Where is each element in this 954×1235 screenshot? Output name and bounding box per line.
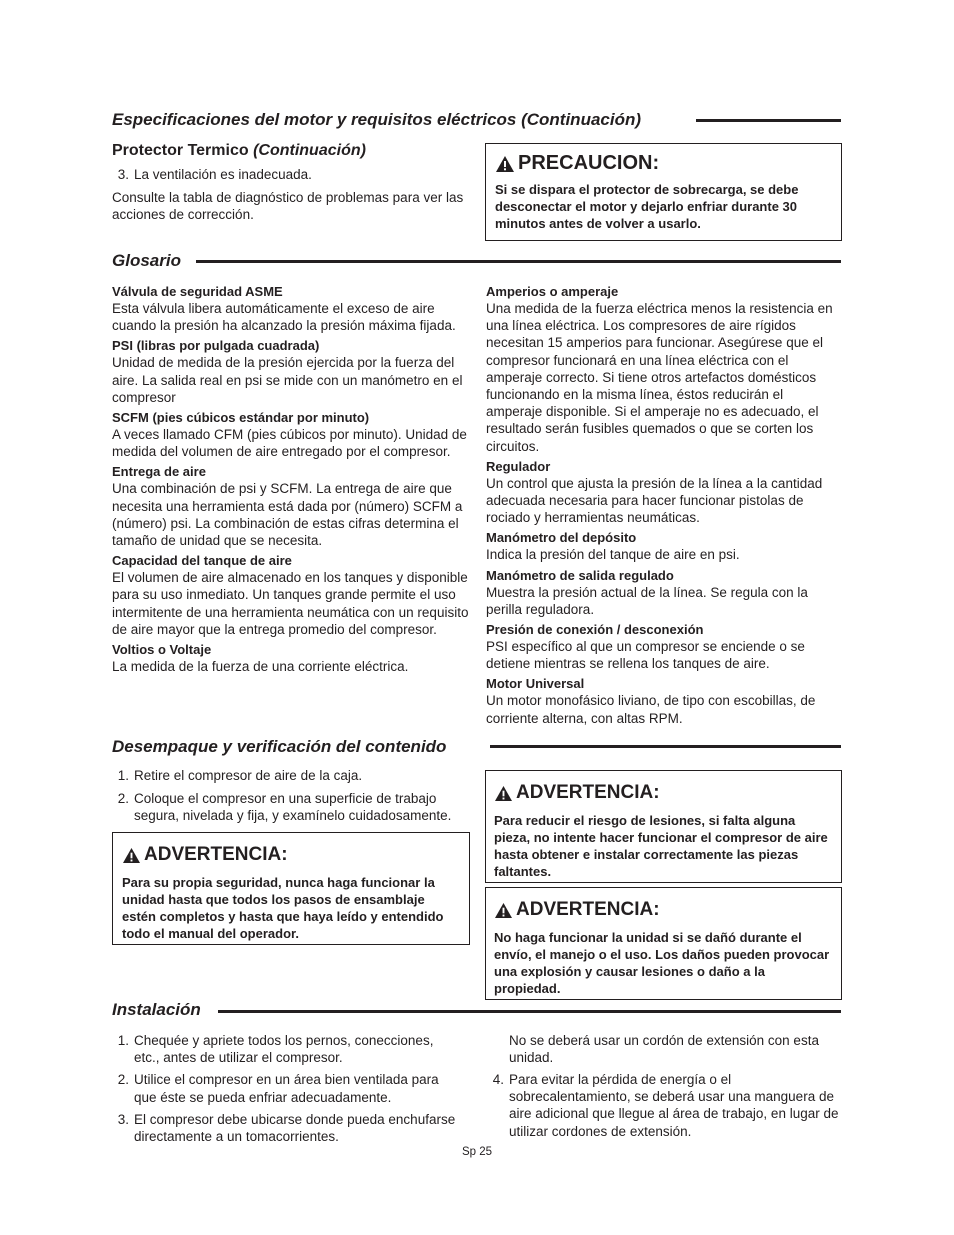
glossary-term: SCFM (pies cúbicos estándar por minuto) [112, 410, 370, 426]
glossary-entry [486, 529, 842, 563]
warning-text: Para reducir el riesgo de lesiones, si falta alguna pieza, no intente hacer funcionar el compresor de aire hasta obtener e instalar correctamente las piezas faltantes. [494, 813, 828, 879]
list-number: 2. [117, 1072, 129, 1088]
list-text: Coloque el compresor en una superficie de trabajo segura, nivelada y fija, y examínelo cuidadosamente. [134, 791, 452, 824]
list-item [487, 1071, 842, 1140]
glossary-definition: Unidad de medida de la presión ejercida por la fuerza del aire. La salida real en psi se mide con un manómetro en el compresor [112, 355, 463, 405]
list-number: 3. [117, 167, 129, 182]
list-item [112, 1032, 462, 1066]
warning-box-damage [485, 887, 842, 1000]
glossary-definition: Un control que ajusta la presión de la línea a la cantidad adecuada necesaria para hacer funcionar pistolas de rociado y herramientas neumáticas. [486, 475, 823, 526]
list-item [112, 1071, 462, 1105]
list-item [112, 1111, 462, 1145]
glossary-definition: A veces llamado CFM (pies cúbicos por minuto). Unidad de medida del volumen de aire entregado por el compresor. [112, 427, 467, 460]
list-number: 4. [492, 1072, 504, 1087]
subsection-title-plain: Protector Termico [112, 142, 249, 159]
section-title-glossary: Glosario [112, 251, 181, 270]
page-number: Sp 25 [461, 1146, 493, 1158]
glossary-term: Manómetro del depósito [486, 530, 637, 546]
install-list-right [487, 1071, 842, 1145]
glossary-entry [112, 463, 470, 549]
glossary-entry [112, 409, 470, 460]
list-text: Retire el compresor de aire de la caja. [134, 768, 363, 783]
glossary-definition: La medida de la fuerza de una corriente eléctrica. [112, 659, 409, 675]
list-number: 1. [117, 768, 129, 783]
list-item [112, 767, 472, 784]
glossary-term: Presión de conexión / desconexión [486, 622, 704, 638]
section-title-install: Instalación [112, 1000, 201, 1019]
warning-triangle-icon [494, 785, 513, 802]
glossary-term: Voltios o Voltaje [112, 642, 212, 658]
warning-triangle-icon [494, 902, 513, 919]
warning-text: Para su propia seguridad, nunca haga funcionar la unidad hasta que todos los pasos de ensamblaje estén completos y hasta que haya leído y entendido todo el manual del operador. [122, 875, 444, 941]
caution-header [495, 152, 831, 175]
install-list-left [112, 1032, 462, 1150]
glossary-definition: PSI específico al que un compresor se enciende o se detiene mientras se rellena los tanques de aire. [486, 639, 805, 672]
glossary-definition: Una medida de la fuerza eléctrica menos la resistencia en una línea eléctrica. Los compresores de aire rígidos necesitan 15 amperios para funcionar. Asegúrese que el compresor funcionará en una línea eléctrica con el amperaje correcto. Si tiene otros artefactos domésticos funcionando en la misma línea, éstos reducirán el amperaje disponible. Si el amperaje no es adecuado, el resultado serán fusibles quemados o que se corten los circuitos. [486, 301, 833, 454]
glossary-entry [112, 283, 470, 334]
section-title-unpack: Desempaque y verificación del contenido [112, 737, 447, 756]
list-text: El compresor debe ubicarse donde pueda enchufarse directamente a un tomacorrientes. [134, 1111, 456, 1145]
glossary-term: Motor Universal [486, 676, 585, 692]
section-rule [696, 119, 841, 122]
glossary-term: Válvula de seguridad ASME [112, 284, 283, 299]
list-number: 3. [117, 1111, 129, 1127]
glossary-term: Entrega de aire [112, 464, 206, 480]
warning-triangle-icon [495, 155, 515, 173]
subsection-title [112, 142, 366, 160]
list-text: Chequée y apriete todos los pernos, conecciones, etc., antes de utilizar el compresor. [134, 1033, 434, 1066]
list-text: Utilice el compresor en un área bien ventilada para que éste se pueda enfriar adecuadamente. [134, 1072, 439, 1105]
glossary-term: Manómetro de salida regulado [486, 567, 674, 583]
glossary-definition: Una combinación de psi y SCFM. La entrega de aire que necesita una herramienta está dada por (número) SCFM a (número) psi. La combinación de estas cifras determina el tamaño de unidad que se necesita. [112, 481, 463, 549]
unpack-list [112, 767, 472, 831]
glossary-term: Capacidad del tanque de aire [112, 553, 292, 569]
glossary-term: PSI (libras por pulgada cuadrada) [112, 338, 320, 354]
list-text: La ventilación es inadecuada. [134, 167, 312, 182]
warning-header [122, 844, 461, 866]
section-title-specs: Especificaciones del motor y requisitos eléctricos (Continuación) [112, 110, 642, 129]
install-item-3-continued: No se deberá usar un cordón de extensión con esta unidad. [509, 1033, 819, 1066]
warning-box-assembly [112, 832, 470, 945]
warning-triangle-icon [122, 847, 141, 864]
warning-header [494, 899, 833, 921]
caution-title: PRECAUCION: [518, 152, 660, 174]
warning-title: ADVERTENCIA: [516, 899, 660, 920]
subsection-title-italic: (Continuación) [253, 142, 366, 159]
section-rule [218, 1010, 841, 1013]
glossary-left-column [112, 283, 470, 678]
glossary-definition: Indica la presión del tanque de aire en psi. [486, 547, 740, 563]
glossary-definition: Esta válvula libera automáticamente el exceso de aire cuando la presión ha alcanzado la presión máxima fijada. [112, 301, 456, 334]
glossary-entry [112, 337, 470, 406]
glossary-definition: El volumen de aire almacenado en los tanques y disponible para su uso inmediato. Un tanques grande permite el uso intermitente de una herramienta neumática con un requisito de aire mayor que la entrega promedio del compresor. [112, 570, 469, 637]
glossary-right-column [486, 283, 842, 730]
glossary-definition: Un motor monofásico liviano, de tipo con escobillas, de corriente alterna, con altas RPM. [486, 693, 816, 726]
list-number: 1. [117, 1033, 129, 1048]
glossary-entry [486, 283, 842, 455]
list-text: Para evitar la pérdida de energía o el sobrecalentamiento, se deberá usar una manguera de aire adicional que llegue al área de trabajo, en lugar de utilizar cordones de extensión. [509, 1072, 839, 1139]
warning-header [494, 782, 833, 804]
section-rule [196, 260, 841, 263]
warning-title: ADVERTENCIA: [516, 782, 660, 803]
warning-box-missing-parts [485, 770, 842, 883]
caution-text: Si se dispara el protector de sobrecarga, se debe desconectar el motor y dejarlo enfriar durante 30 minutos antes de volver a usarlo. [495, 182, 799, 231]
glossary-entry [112, 552, 470, 638]
glossary-entry [486, 458, 842, 527]
glossary-entry [486, 675, 842, 726]
list-item [112, 790, 472, 824]
caution-box [485, 143, 842, 241]
thermal-item-3 [112, 166, 462, 183]
section-rule [490, 745, 841, 748]
warning-text: No haga funcionar la unidad si se dañó durante el envío, el manejo o el uso. Los daños pueden provocar una explosión y causar lesiones o daño a la propiedad. [494, 930, 830, 996]
glossary-definition: Muestra la presión actual de la línea. Se regula con la perilla reguladora. [486, 584, 808, 617]
glossary-term: Amperios o amperaje [486, 284, 619, 299]
list-number: 2. [117, 791, 129, 807]
glossary-entry [486, 567, 842, 618]
glossary-entry [112, 641, 470, 675]
thermal-paragraph: Consulte la tabla de diagnóstico de problemas para ver las acciones de corrección. [112, 190, 464, 223]
warning-title: ADVERTENCIA: [144, 844, 288, 865]
glossary-entry [486, 621, 842, 672]
glossary-term: Regulador [486, 458, 551, 474]
